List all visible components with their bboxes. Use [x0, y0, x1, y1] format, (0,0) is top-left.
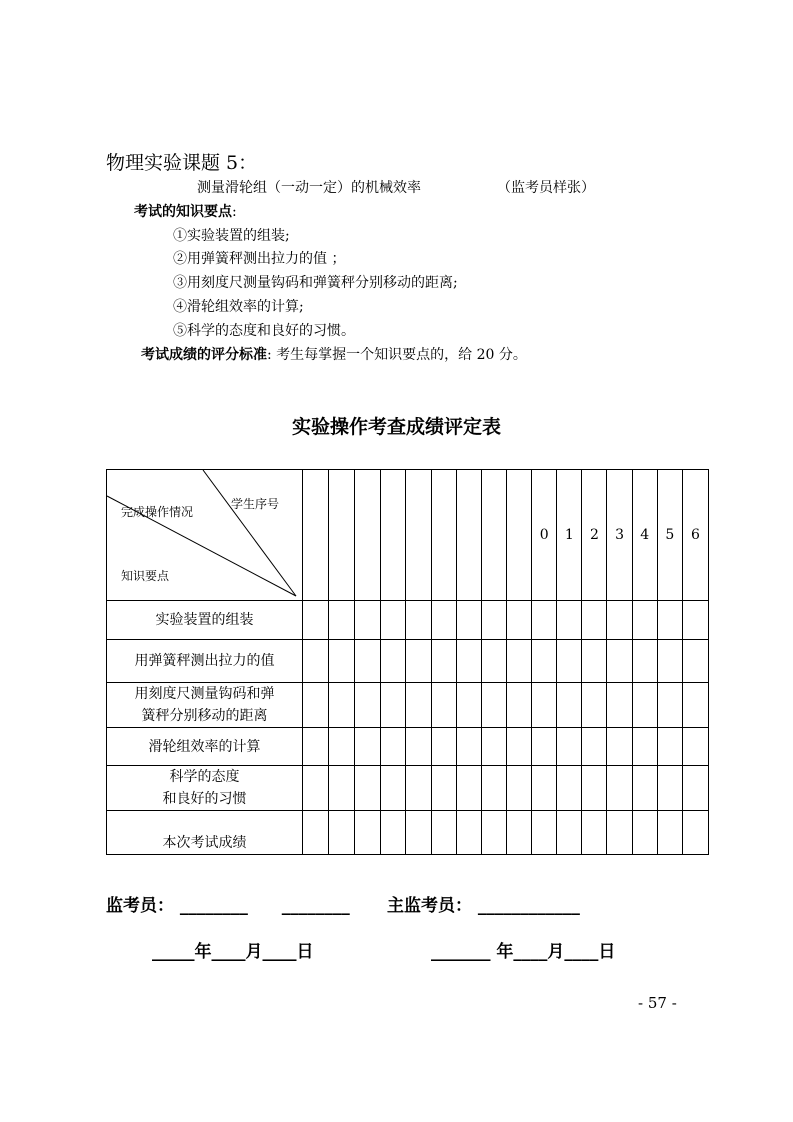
diagonal-header-cell	[107, 470, 303, 601]
student-cell[interactable]	[329, 470, 355, 601]
row-label-line: 科学的态度	[169, 769, 240, 785]
row-label-line: 用弹簧秤测出拉力的值	[134, 653, 275, 669]
header-operation-status: 完成操作情况	[121, 505, 194, 519]
chief-examiner-signature	[387, 891, 580, 916]
table-title: 实验操作考查成绩评定表	[291, 416, 501, 438]
table-row	[107, 811, 709, 855]
header-knowledge-points: 知识要点	[121, 569, 170, 583]
examiner-signature	[106, 891, 350, 916]
chief-examiner-label: 主监考员：	[387, 896, 472, 916]
row-label-line: 簧秤分别移动的距离	[141, 708, 268, 724]
row-label	[107, 811, 303, 855]
student-cell[interactable]	[406, 470, 431, 601]
row-label-line: 实验装置的组装	[155, 612, 254, 628]
page-number: - 57 -	[638, 994, 677, 1012]
score-header: 0	[532, 470, 557, 601]
student-cell[interactable]	[506, 470, 531, 601]
knowledge-point: ④滑轮组效率的计算;	[173, 299, 304, 315]
table-row	[107, 640, 709, 683]
row-label	[107, 766, 303, 811]
criteria-label: 考试成绩的评分标准	[141, 347, 267, 363]
knowledge-label: 考试的知识要点	[134, 204, 232, 220]
student-cell[interactable]	[381, 470, 406, 601]
score-header: 5	[657, 470, 682, 601]
experiment-subtitle: 测量滑轮组（一动一定）的机械效率	[197, 180, 421, 196]
score-table	[106, 469, 709, 855]
sample-note: （监考员样张）	[497, 180, 595, 196]
student-cell[interactable]	[302, 470, 328, 601]
table-row	[107, 601, 709, 640]
header-student-number: 学生序号	[231, 497, 280, 511]
row-label-line: 用刻度尺测量钩码和弹	[134, 686, 275, 702]
row-label	[107, 601, 303, 640]
knowledge-point: ①实验装置的组装;	[173, 228, 290, 244]
score-header: 1	[557, 470, 582, 601]
score-header: 4	[632, 470, 657, 601]
student-cell[interactable]	[431, 470, 456, 601]
experiment-title: 物理实验课题 5：	[106, 152, 258, 174]
knowledge-point: ⑤科学的态度和良好的习惯。	[173, 323, 355, 339]
row-label-line: 本次考试成绩	[162, 835, 247, 851]
examiner-blank-1[interactable]: ________	[179, 896, 248, 916]
scoring-criteria	[141, 344, 527, 364]
row-label	[107, 640, 303, 683]
date-right[interactable]: _______ 年____月____日	[431, 942, 616, 962]
examiner-blank-2[interactable]: ________	[281, 896, 350, 916]
score-header: 2	[582, 470, 607, 601]
row-label-line: 和良好的习惯	[162, 791, 247, 807]
criteria-text: : 考生每掌握一个知识要点的，给 20 分。	[267, 347, 527, 363]
chief-examiner-blank[interactable]: ____________	[477, 896, 580, 916]
examiner-label: 监考员：	[106, 896, 174, 916]
knowledge-heading	[134, 201, 237, 221]
knowledge-colon: :	[232, 204, 237, 220]
knowledge-point: ③用刻度尺测量钩码和弹簧秤分别移动的距离;	[173, 275, 458, 291]
table-row	[107, 728, 709, 766]
row-label	[107, 683, 303, 728]
header-row	[107, 470, 709, 601]
student-cell[interactable]	[481, 470, 506, 601]
score-header: 6	[682, 470, 708, 601]
student-cell[interactable]	[355, 470, 381, 601]
row-label	[107, 728, 303, 766]
student-cell[interactable]	[456, 470, 481, 601]
knowledge-point: ②用弹簧秤测出拉力的值 ；	[173, 251, 346, 267]
table-row	[107, 683, 709, 728]
table-row	[107, 766, 709, 811]
score-header: 3	[607, 470, 632, 601]
row-label-line: 滑轮组效率的计算	[148, 738, 261, 755]
date-left[interactable]: _____年____月____日	[152, 942, 314, 962]
